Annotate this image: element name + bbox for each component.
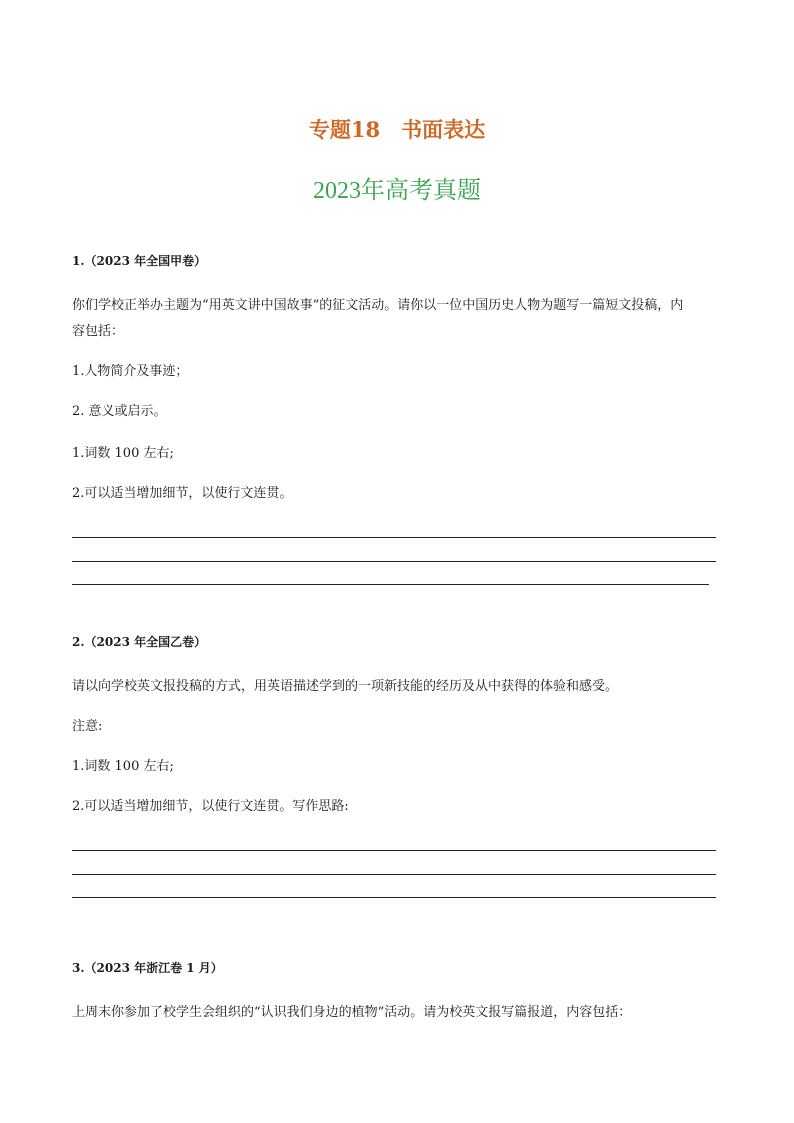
answer-line[interactable]	[72, 874, 716, 875]
question-2-prompt: 请以向学校英文报投稿的方式，用英语描述学到的一项新技能的经历及从中获得的体验和感受。	[72, 679, 619, 694]
answer-line[interactable]	[72, 561, 716, 562]
question-1-note-2: 2.可以适当增加细节，以使行文连贯。	[72, 486, 293, 501]
answer-line[interactable]	[72, 584, 709, 585]
question-2-note-1: 1.词数 100 左右;	[72, 759, 174, 774]
question-2-notice: 注意:	[72, 719, 103, 734]
question-1-note-1: 1.词数 100 左右;	[72, 446, 174, 461]
question-3-heading: 3.（2023 年浙江卷 1 月）	[72, 961, 223, 975]
question-1-heading: 1.（2023 年全国甲卷）	[72, 254, 207, 268]
answer-line[interactable]	[72, 897, 716, 898]
page-title: 专题18 书面表达	[308, 117, 486, 142]
answer-line[interactable]	[72, 850, 716, 851]
question-1-prompt-cont: 容包括：	[72, 324, 125, 339]
question-3-prompt: 上周末你参加了校学生会组织的“认识我们身边的植物”活动。请为校英文报写篇报道，内容包括：	[72, 1005, 632, 1020]
question-2-heading: 2.（2023 年全国乙卷）	[72, 635, 207, 649]
question-1-point-1: 1.人物简介及事迹；	[72, 364, 189, 379]
question-1-prompt: 你们学校正举办主题为“用英文讲中国故事”的征文活动。请你以一位中国历史人物为题写一篇短文投稿，内	[72, 298, 684, 313]
question-2-note-2: 2.可以适当增加细节，以使行文连贯。写作思路:	[72, 799, 349, 814]
answer-line[interactable]	[72, 537, 716, 538]
question-1-point-2: 2. 意义或启示。	[72, 404, 167, 419]
page-subtitle: 2023年高考真题	[313, 178, 481, 204]
